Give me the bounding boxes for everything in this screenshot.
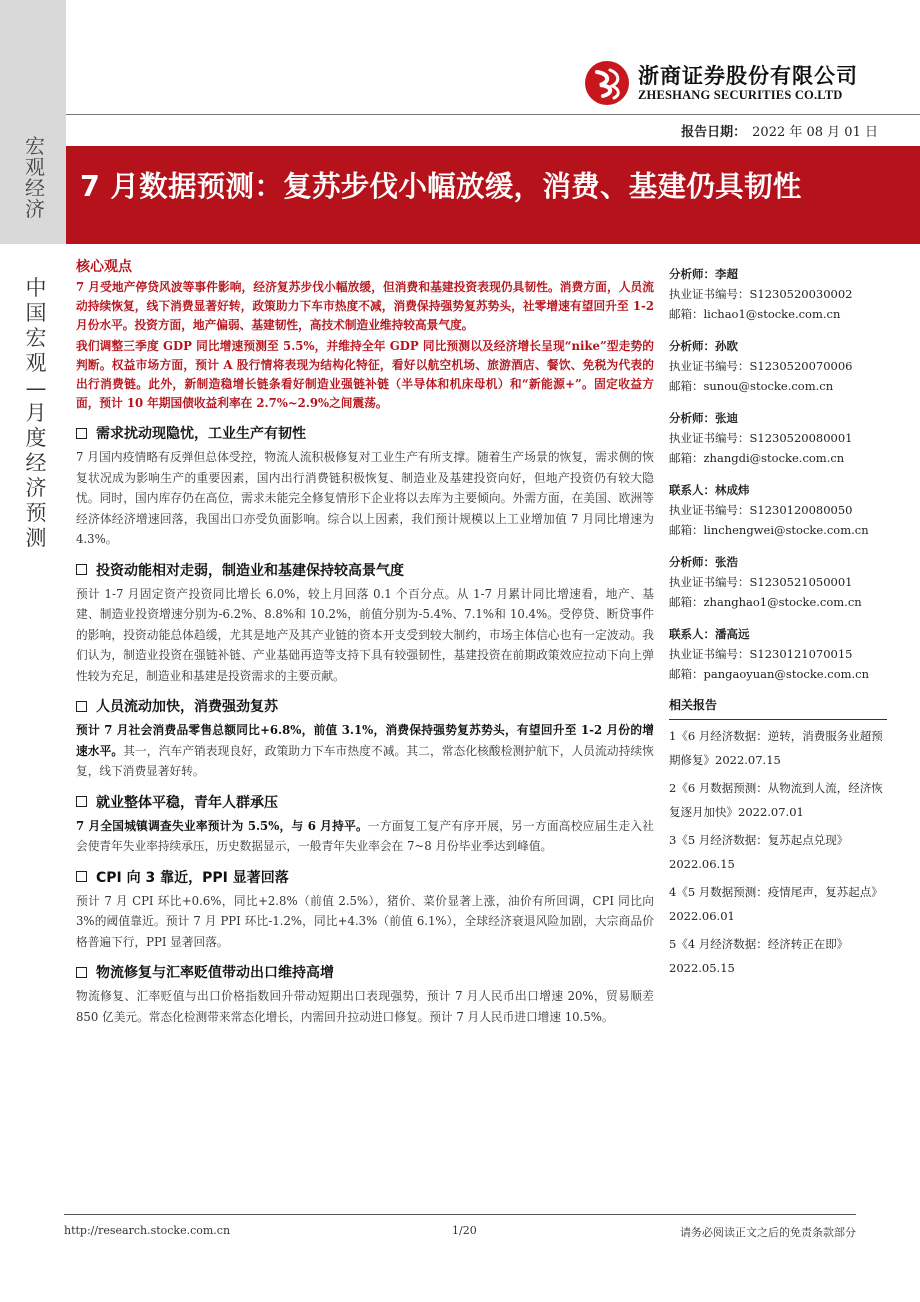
cert-number: S1230120080050 — [749, 503, 853, 517]
section-heading — [76, 422, 654, 444]
section-text: 7 月国内疫情略有反弹但总体受控，物流人流积极修复对工业生产有所支撑。随着生产场景的恢复，需求侧的恢复状况成为影响生产的重要因素，国内出行消费链积极恢复、制造业及基建投资向好，但地产投资仍有较大隐忧。同时，国内库存仍在高位，需求未能完全修复情形下企业将以去库为主要倾向。外需方面，在美国、欧洲等经济体经济增速回落，我国出口亦受负面影响。综合以上因素，我们预计规模以上工业增加值 7 月同比增速为 4.3%。 — [76, 450, 654, 546]
section-paragraph — [76, 891, 654, 953]
section-heading — [76, 866, 654, 888]
related-reports-heading: 相关报告 — [669, 696, 887, 720]
sidebar-series-label: 中国宏观—月度经济预测 — [25, 276, 47, 550]
checkbox-bullet-icon — [76, 796, 87, 807]
core-view-paragraph-1: 7 月受地产停贷风波等事件影响，经济复苏步伐小幅放缓，但消费和基建投资表现仍具韧性。消费方面，人员流动持续恢复，线下消费显著好转，政策助力下车市热度不减，消费保持强势复苏势头，社零增速有望回升至 1-2 月份水平。投资方面，地产偏弱、基建韧性，高技术制造业维持较高景气度。 — [76, 280, 654, 332]
section-text: 预计 7 月 CPI 环比+0.6%，同比+2.8%（前值 2.5%），猪价、菜价显著上涨，油价有所回调，CPI 同比向 3%的阈值靠近。预计 7 月 PPI 环比-1.2%，同比+4.3%（前值 6.1%），全球经济衰退风险加剧，大宗商品价格普遍下行，PPI 显著回落。 — [76, 893, 654, 949]
cert-label: 执业证书编号： — [669, 359, 750, 373]
footer-disclaimer: 请务必阅读正文之后的免责条款部分 — [680, 1226, 856, 1239]
cert-number: S1230121070015 — [749, 647, 853, 661]
main-content — [76, 256, 654, 1027]
section-paragraph — [76, 816, 654, 857]
related-report-link[interactable]: 5《4 月经济数据：经济转正在即》2022.05.15 — [669, 937, 849, 975]
checkbox-bullet-icon — [76, 871, 87, 882]
analyst-email-link[interactable]: linchengwei@stocke.com.cn — [703, 523, 869, 537]
analyst-card — [669, 552, 894, 612]
section-title: 就业整体平稳，青年人群承压 — [96, 794, 278, 811]
analyst-email-link[interactable]: zhanghao1@stocke.com.cn — [703, 595, 862, 609]
cert-label: 执业证书编号： — [669, 647, 750, 661]
analyst-email-link[interactable]: lichao1@stocke.com.cn — [703, 307, 841, 321]
page-number: 1/20 — [452, 1224, 477, 1237]
analyst-card — [669, 480, 894, 540]
section-bold-text: 7 月全国城镇调查失业率预计为 5.5%，与 6 月持平。 — [76, 818, 368, 833]
analyst-email-link[interactable]: zhangdi@stocke.com.cn — [703, 451, 845, 465]
cert-number: S1230520030002 — [749, 287, 853, 301]
cert-label: 执业证书编号： — [669, 575, 750, 589]
company-logo — [584, 60, 858, 106]
section-paragraph — [76, 986, 654, 1027]
page-footer — [64, 1214, 856, 1244]
section-title: 投资动能相对走弱，制造业和基建保持较高景气度 — [96, 562, 404, 579]
section-text: 物流修复、汇率贬值与出口价格指数回升带动短期出口表现强势，预计 7 月人民币出口增速 20%，贸易顺差 850 亿美元。常态化检测带来常态化增长，内需回升拉动进口修复。预计 7 月人民币进口增速 10.5%。 — [76, 989, 654, 1024]
title-banner — [66, 146, 920, 244]
section-heading — [76, 961, 654, 983]
right-sidebar — [669, 264, 894, 980]
cert-number: S1230520080001 — [749, 431, 853, 445]
analyst-role: 分析师： — [669, 339, 715, 353]
related-report-link[interactable]: 2《6 月数据预测：从物流到人流，经济恢复逐月加快》2022.07.01 — [669, 781, 883, 819]
section-paragraph — [76, 720, 654, 782]
analyst-email-link[interactable]: sunou@stocke.com.cn — [703, 379, 834, 393]
section-bold-text: 预计 7 月社会消费品零售总额同比+6.8%，前值 3.1%，消费保持强势复苏势头，有望回升至 1-2 月份的增速水平。 — [76, 723, 654, 758]
analyst-name: 林成炜 — [715, 483, 750, 497]
section-text: 其一，汽车产销表现良好，政策助力下车市热度不减。其二，常态化核酸检测护航下，人员流动持续恢复，线下消费显著好转。 — [76, 743, 654, 778]
analyst-role: 联系人： — [669, 483, 715, 497]
analyst-role: 分析师： — [669, 267, 715, 281]
email-label: 邮箱： — [669, 307, 704, 321]
zheshang-logo-icon — [584, 60, 630, 106]
analyst-role: 分析师： — [669, 555, 715, 569]
cert-label: 执业证书编号： — [669, 503, 750, 517]
email-label: 邮箱： — [669, 379, 704, 393]
analyst-card — [669, 336, 894, 396]
checkbox-bullet-icon — [76, 967, 87, 978]
analyst-email-link[interactable]: pangaoyuan@stocke.com.cn — [703, 667, 870, 681]
analyst-name: 孙欧 — [715, 339, 738, 353]
analyst-name: 张浩 — [715, 555, 738, 569]
section-text: 预计 1-7 月固定资产投资同比增长 6.0%，较上月回落 0.1 个百分点。从 1-7 月累计同比增速看，地产、基建、制造业投资增速分别为-6.2%、8.8%和 10.2%，前值分别为-5.4%、7.1%和 10.4%。受停贷、断贷事件的影响，投资动能总体趋缓，尤其是地产及其产业链的资本开支受到较大制约，市场主体信心也有一定波动。我们认为，制造业投资在强链补链、产业基础再造等支持下具有较强韧性，基建投资在前期政策效应拉动下向上弹性较为充足，制造业和基建是投资需求的主要贡献。 — [76, 586, 654, 683]
analyst-role: 联系人： — [669, 627, 715, 641]
section-heading — [76, 695, 654, 717]
core-view-paragraph-2: 我们调整三季度 GDP 同比增速预测至 5.5%，并维持全年 GDP 同比预测以及经济增长呈现“nike”型走势的判断。权益市场方面，预计 A 股行情将表现为结构化特征，看好以航空机场、旅游酒店、餐饮、免税为代表的出行消费链。此外，新制造稳增长链条看好制造业强链补链（半导体和机床母机）和“新能源+”。固定收益方面，预计 10 年期国债收益利率在 2.7%~2.9%之间震荡。 — [76, 339, 654, 410]
sidebar-category-label: 宏观经济 — [25, 134, 45, 221]
report-date-label: 报告日期： — [681, 125, 747, 140]
analyst-name: 李超 — [715, 267, 738, 281]
analyst-role: 分析师： — [669, 411, 715, 425]
report-date-value: 2022 年 08 月 01 日 — [752, 125, 878, 140]
section-title: 物流修复与汇率贬值带动出口维持高增 — [96, 965, 334, 981]
section-heading — [76, 559, 654, 581]
email-label: 邮箱： — [669, 667, 704, 681]
analyst-card — [669, 264, 894, 324]
section-title: CPI 向 3 靠近，PPI 显著回落 — [96, 869, 289, 886]
report-date-line — [66, 114, 920, 146]
checkbox-bullet-icon — [76, 428, 87, 439]
cert-label: 执业证书编号： — [669, 287, 750, 301]
cert-label: 执业证书编号： — [669, 431, 750, 445]
section-title: 人员流动加快，消费强劲复苏 — [96, 699, 278, 715]
cert-number: S1230520070006 — [749, 359, 853, 373]
related-report-link[interactable]: 1《6 月经济数据：逆转，消费服务业超预期修复》2022.07.15 — [669, 729, 883, 767]
company-name-cn: 浙商证券股份有限公司 — [638, 64, 858, 88]
report-title: 7 月数据预测：复苏步伐小幅放缓，消费、基建仍具韧性 — [80, 170, 802, 203]
core-views-heading: 核心观点 — [76, 259, 132, 275]
cert-number: S1230521050001 — [749, 575, 853, 589]
analyst-name: 张迪 — [715, 411, 738, 425]
email-label: 邮箱： — [669, 595, 704, 609]
company-name-en: ZHESHANG SECURITIES CO.LTD — [638, 88, 843, 102]
related-report-link[interactable]: 3《5 月经济数据：复苏起点兑现》2022.06.15 — [669, 833, 849, 871]
section-text: 一方面复工复产有序开展，另一方面高校应届生走入社会使青年失业率持续承压，历史数据显示，一般青年失业率会在 7~8 月份毕业季达到峰值。 — [76, 818, 654, 853]
section-paragraph — [76, 447, 654, 550]
analyst-name: 潘高远 — [715, 627, 750, 641]
section-title: 需求扰动现隐忧，工业生产有韧性 — [96, 426, 306, 442]
analyst-card — [669, 624, 894, 684]
email-label: 邮箱： — [669, 451, 704, 465]
analyst-card — [669, 408, 894, 468]
checkbox-bullet-icon — [76, 564, 87, 575]
email-label: 邮箱： — [669, 523, 704, 537]
footer-url-link[interactable]: http://research.stocke.com.cn — [64, 1224, 231, 1237]
checkbox-bullet-icon — [76, 701, 87, 712]
section-heading — [76, 791, 654, 813]
section-paragraph — [76, 584, 654, 687]
related-report-link[interactable]: 4《5 月数据预测：疫情尾声，复苏起点》2022.06.01 — [669, 885, 883, 923]
